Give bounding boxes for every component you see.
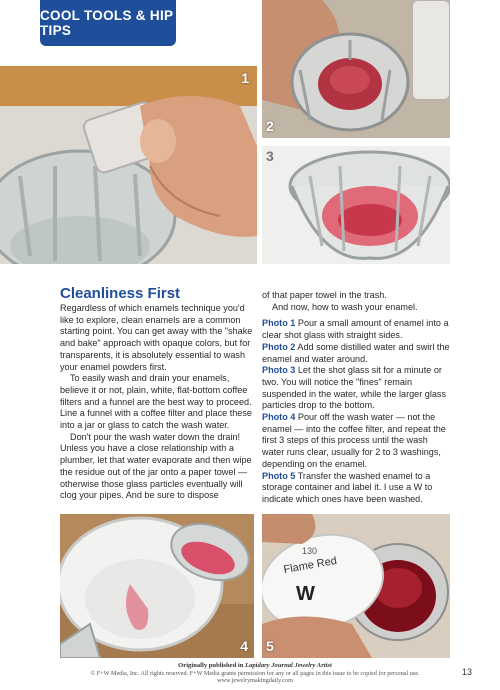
photo-2-number: 2 (266, 118, 274, 134)
photo-1-number: 1 (241, 70, 249, 86)
step-1-label: Photo 1 (262, 318, 296, 329)
jar-label-name: Flame Red (282, 554, 338, 577)
left-paragraph-1: Regardless of which enamels technique you'd like to explore, clean enamels are a common starting point. You can get away with the "shake and bake" approach with opaque colors, but for transparents, it is absolutely essential to wash your enamel powders first. (60, 303, 253, 372)
photo-4 (60, 514, 254, 658)
step-4 (262, 412, 452, 471)
page-number: 13 (462, 667, 473, 677)
step-5-text: Transfer the washed enamel to a storage container and label it. I use a W to indicate which ones have been washed. (262, 470, 433, 504)
step-5-label: Photo 5 (262, 470, 296, 481)
footer-credit (60, 662, 450, 685)
photo-1-image (0, 66, 257, 264)
step-5 (262, 471, 452, 506)
step-3-text: Let the shot glass sit for a minute or two. You will notice the "fines" remain suspended in the water, while the larger glass particles drop to the bottom. (262, 365, 447, 411)
step-3-label: Photo 3 (262, 365, 296, 376)
photo-5-number: 5 (266, 638, 274, 654)
jar-label-brand-mark: W (296, 583, 315, 605)
right-intro-2: And now, how to wash your enamel. (272, 301, 418, 312)
credit-prefix: Originally published in (178, 662, 244, 669)
photo-1 (0, 66, 257, 264)
left-paragraph-2: To easily wash and drain your enamels, believe it or not, plain, white, flat-bottom coffee filters and a funnel are the best way to proceed. Line a funnel with a coffee filter and place these into a jar or glass to catch the wash water. (60, 373, 252, 431)
photo-3-image (262, 146, 450, 264)
step-2-label: Photo 2 (262, 341, 296, 352)
photo-4-number: 4 (240, 638, 248, 654)
credit-headline (60, 662, 450, 670)
step-2 (262, 342, 452, 365)
step-4-text: Pour off the wash water — not the enamel — into the coffee filter, and repeat the first 3 steps of this process until the wash water runs clear, usually for 2 to 3 washings, depending on the enamel. (262, 412, 446, 469)
step-3 (262, 365, 452, 412)
article-left-column (60, 286, 256, 502)
photo-4-image (60, 514, 254, 658)
photo-2 (262, 0, 450, 138)
photo-5-image (262, 514, 450, 658)
photo-3-number: 3 (266, 148, 274, 164)
step-2-text: Add some distilled water and swirl the enamel and water around. (262, 341, 450, 364)
photo-2-image (262, 0, 450, 138)
credit-rights: © F+W Media, Inc. All rights reserved. F+W Media grants permission for any or all pages in this issue to be copied for personal use. www.jewelrymakingdaily.com (90, 669, 420, 684)
left-paragraph-3: Don't pour the wash water down the drain! Unless you have a close relationship with a plumber, let that water evaporate and then wipe the residue out of the jar onto a paper towel — otherwise those glass particles eventually will clog your pipes. And be sure to dispose (60, 431, 252, 501)
article-title: Cleanliness First (60, 285, 181, 302)
step-1-text: Pour a small amount of enamel into a clear shot glass with straight sides. (262, 318, 449, 341)
step-4-label: Photo 4 (262, 412, 296, 423)
credit-publication: Lapidary Journal Jewelry Artist (245, 662, 332, 669)
section-banner (40, 0, 176, 46)
photo-3 (262, 146, 450, 264)
photo-5 (262, 514, 450, 658)
section-banner-label: COOL TOOLS & HIP TIPS (40, 8, 174, 38)
jar-label-number: 130 (302, 546, 318, 556)
right-intro-1: of that paper towel in the trash. (262, 290, 387, 300)
article-right-column (262, 290, 452, 506)
step-1 (262, 318, 452, 341)
